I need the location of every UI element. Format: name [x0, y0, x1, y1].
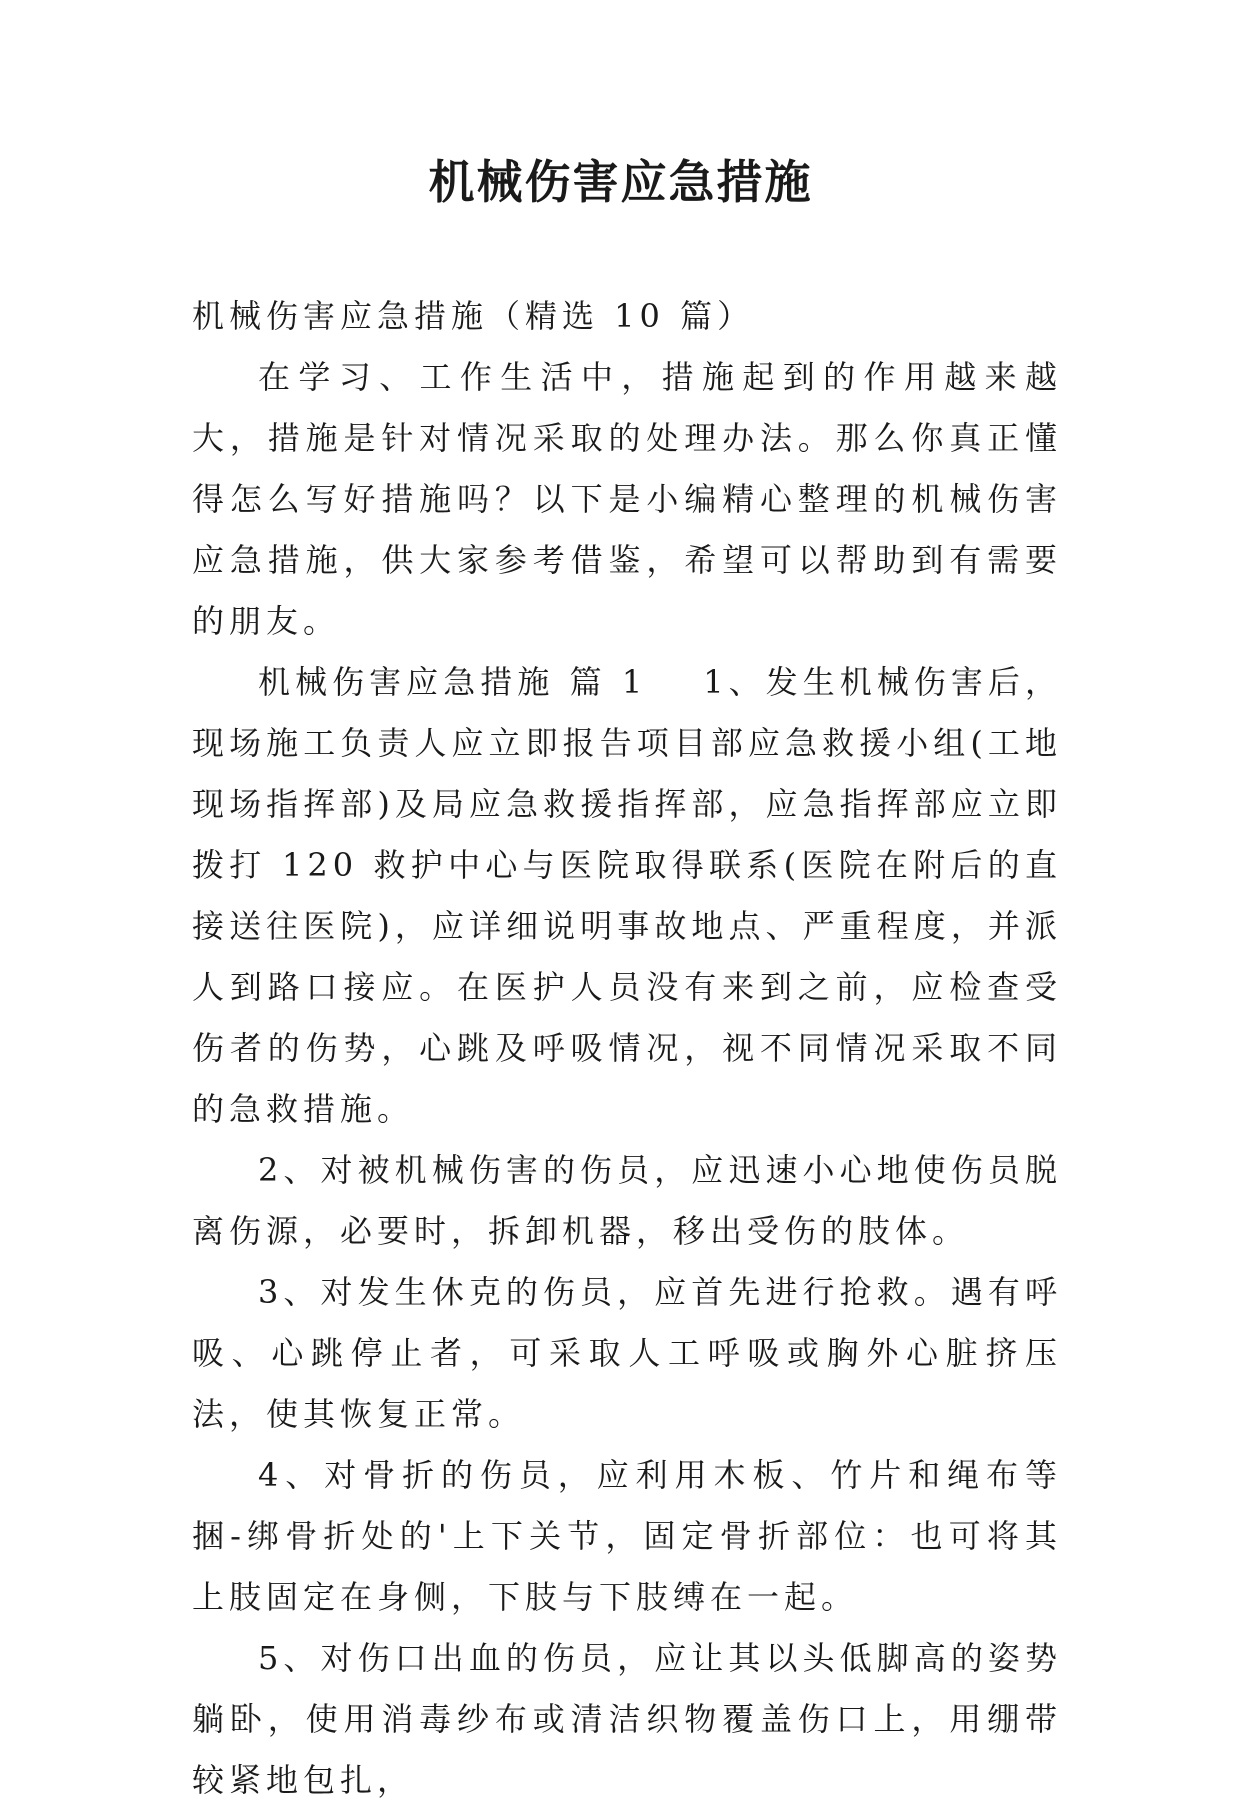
item-5-paragraph: 5、对伤口出血的伤员，应让其以头低脚高的姿势躺卧，使用消毒纱布或清洁织物覆盖伤口上，用绷带较紧地包扎，: [192, 1639, 1062, 1799]
document-subtitle: 机械伤害应急措施（精选 10 篇）: [192, 297, 755, 335]
item-2-paragraph: 2、对被机械伤害的伤员，应迅速小心地使伤员脱离伤源，必要时，拆卸机器，移出受伤的肢体。: [192, 1151, 1062, 1250]
intro-paragraph: 在学习、工作生活中，措施起到的作用越来越大，措施是针对情况采取的处理办法。那么你真正懂得怎么写好措施吗？以下是小编精心整理的机械伤害应急措施，供大家参考借鉴，希望可以帮助到有需要的朋友。: [192, 358, 1062, 640]
item-4-paragraph: 4、对骨折的伤员，应利用木板、竹片和绳布等捆-绑骨折处的'上下关节，固定骨折部位：也可将其上肢固定在身侧，下肢与下肢缚在一起。: [192, 1456, 1062, 1616]
document-title: 机械伤害应急措施: [428, 155, 813, 209]
item-3-paragraph: 3、对发生休克的伤员，应首先进行抢救。遇有呼吸、心跳停止者，可采取人工呼吸或胸外心脏挤压法，使其恢复正常。: [192, 1273, 1062, 1433]
section-1-item-1: 1、发生机械伤害后，现场施工负责人应立即报告项目部应急救援小组(工地现场指挥部)及局应急救援指挥部，应急指挥部应立即拨打 120 救护中心与医院取得联系(医院在附后的直接送往医院)，应详细说明事故地点、严重程度，并派人到路口接应。在医护人员没有来到之前，应检查受伤者的伤势，心跳及呼吸情况，视不同情况采取不同的急救措施。: [192, 663, 1062, 1128]
section-1-paragraph: [192, 652, 1062, 1140]
document-body: [192, 286, 1062, 1811]
section-1-heading: 机械伤害应急措施 篇 1: [258, 663, 648, 701]
